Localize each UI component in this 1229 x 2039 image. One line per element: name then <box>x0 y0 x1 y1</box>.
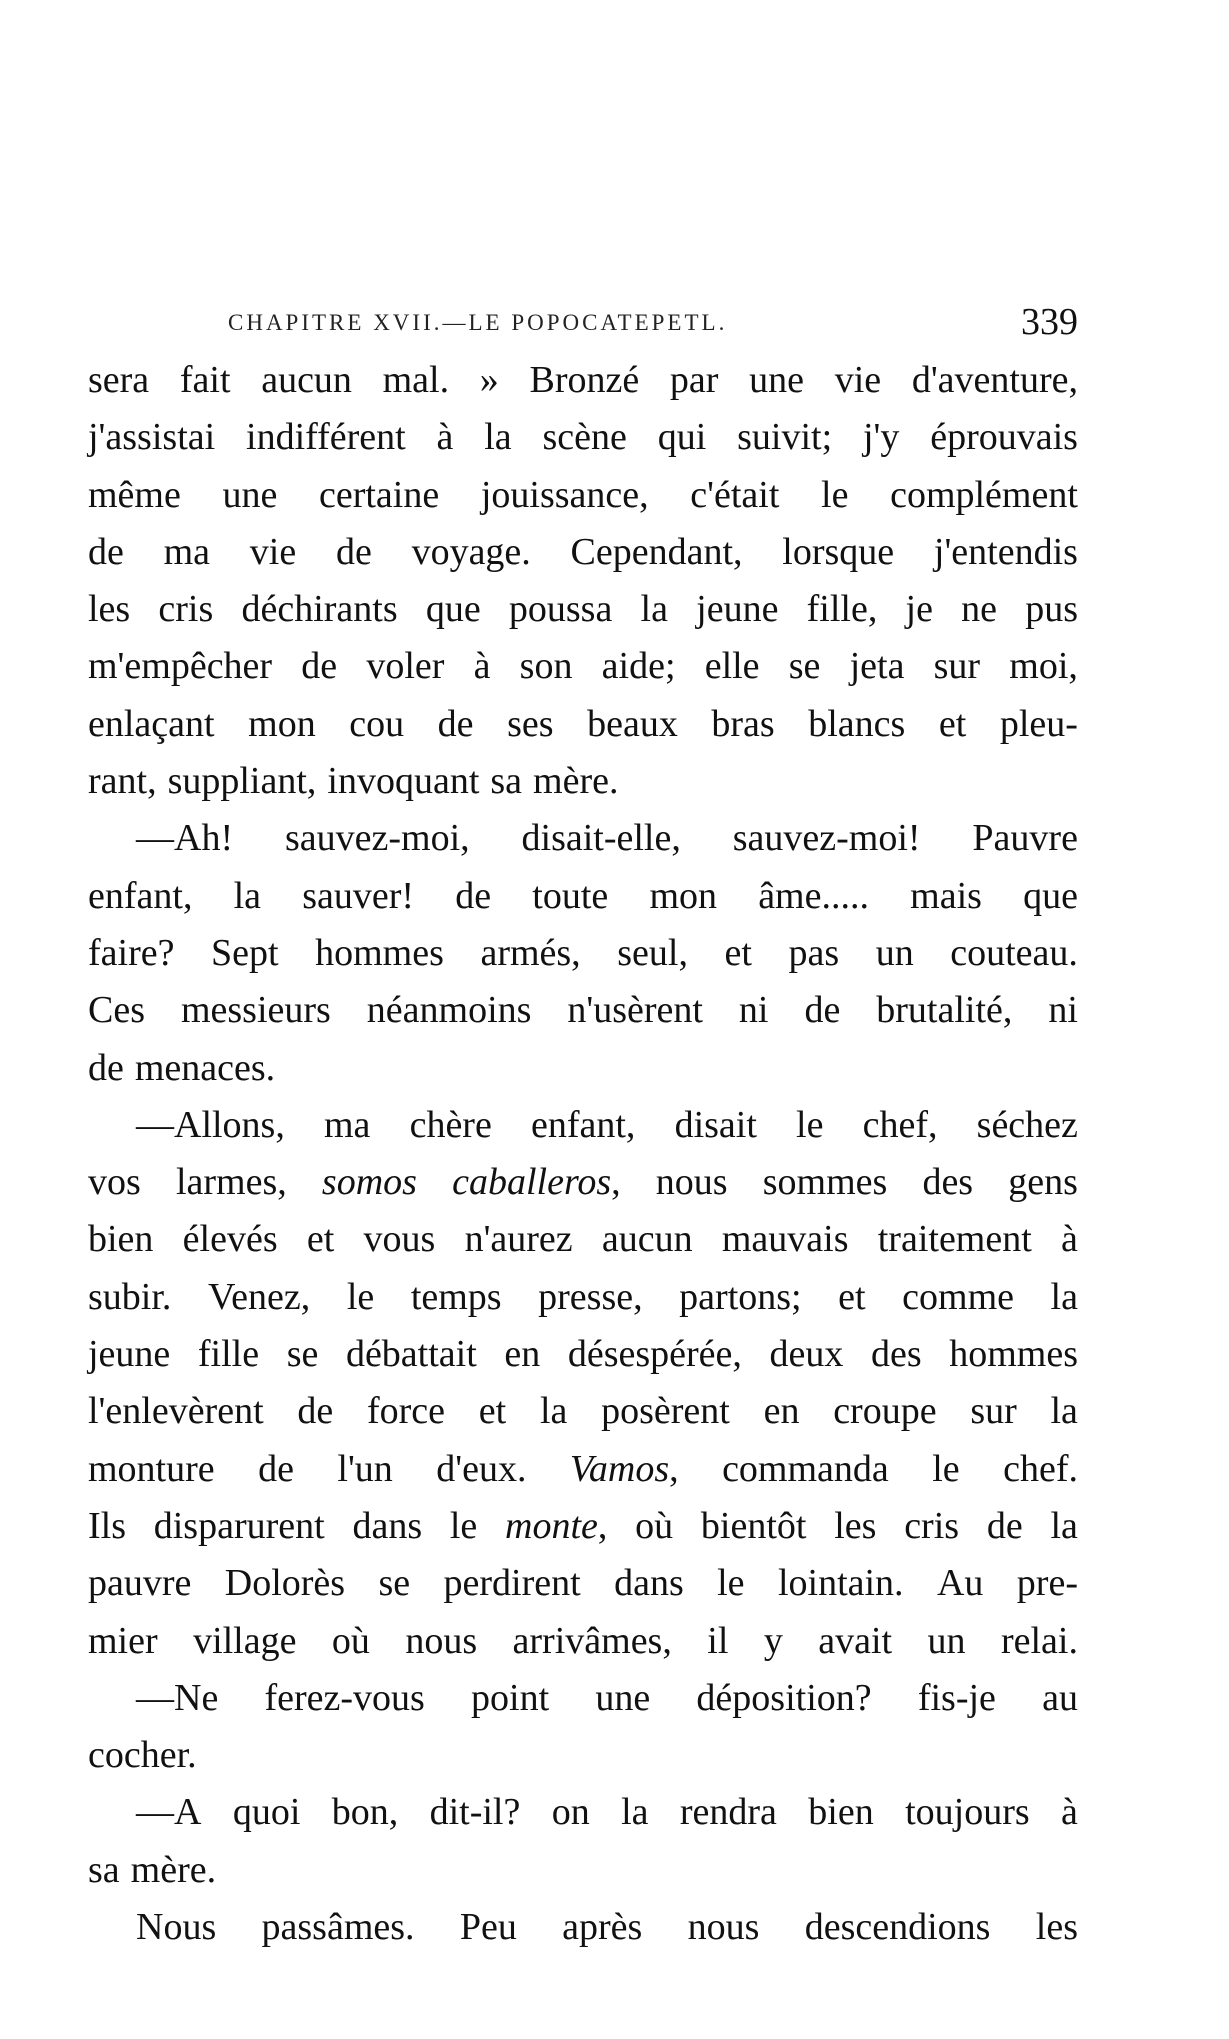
word: et <box>938 702 967 745</box>
word: sommes <box>762 1161 888 1204</box>
word: messieurs <box>180 989 331 1032</box>
body-text <box>88 352 1078 1956</box>
word: une <box>222 473 278 516</box>
word: de <box>804 989 841 1032</box>
word: toujours <box>905 1791 1030 1834</box>
word: vous <box>363 1218 436 1261</box>
word: pus <box>1025 588 1078 631</box>
word: disait-elle, <box>521 817 681 860</box>
running-title: CHAPITRE XVII.—LE POPOCATEPETL. <box>228 310 728 335</box>
word: et <box>306 1218 335 1261</box>
word: la <box>621 1791 649 1834</box>
word: j'y <box>862 416 900 459</box>
word: monte, <box>505 1504 608 1547</box>
word: hommes <box>949 1333 1078 1376</box>
word: village <box>193 1619 297 1662</box>
text-line <box>88 1784 1078 1841</box>
word: d'aventure, <box>911 359 1078 401</box>
word: l'un <box>337 1447 393 1490</box>
word: Vamos, <box>569 1447 679 1490</box>
word: brutalité, <box>876 989 1013 1032</box>
word: se <box>286 1333 319 1376</box>
text-line <box>88 1326 1078 1383</box>
word: mon <box>248 702 316 745</box>
word: moi, <box>1009 645 1078 688</box>
text-line <box>88 1383 1078 1440</box>
word: de <box>297 1390 334 1433</box>
page-number: 339 <box>1021 301 1078 343</box>
word: jeune <box>696 588 779 631</box>
word: Nous <box>136 1906 217 1949</box>
word: ma <box>324 1103 371 1146</box>
word: cris <box>158 588 214 631</box>
text-line <box>88 1441 1078 1498</box>
word: les <box>88 588 131 631</box>
word: de <box>437 702 474 745</box>
word: traitement <box>877 1218 1032 1261</box>
word: perdirent <box>443 1562 581 1605</box>
word: la <box>484 416 512 459</box>
word: bientôt <box>700 1504 807 1547</box>
text-line <box>88 581 1078 638</box>
word: gens <box>1008 1161 1078 1204</box>
word: rant, <box>88 760 157 803</box>
word: à <box>1061 1218 1078 1261</box>
word: lointain. <box>777 1562 904 1605</box>
word: le <box>796 1103 824 1146</box>
word: sa <box>490 760 523 803</box>
word: dans <box>614 1562 684 1605</box>
word: dans <box>352 1504 423 1547</box>
word: chef, <box>862 1103 938 1146</box>
word: le <box>449 1504 478 1547</box>
word: sauver! <box>302 874 415 917</box>
word: séchez <box>976 1103 1078 1146</box>
word: un <box>927 1619 966 1662</box>
word: pas <box>788 931 840 974</box>
word: Sept <box>211 931 279 974</box>
word: —Allons, <box>136 1103 285 1146</box>
word: l'enlevèrent <box>88 1390 264 1433</box>
word: de <box>986 1504 1023 1547</box>
word: où <box>331 1619 370 1662</box>
word: après <box>562 1906 643 1949</box>
word: même <box>88 473 181 516</box>
word: sauvez-moi, <box>284 817 470 860</box>
word: la <box>1050 1275 1078 1318</box>
word: aucun <box>261 359 352 401</box>
text-line <box>88 524 1078 581</box>
word: fis-je <box>917 1676 996 1719</box>
word: fille <box>197 1333 260 1376</box>
word: Venez, <box>207 1275 311 1318</box>
word: certaine <box>318 473 440 516</box>
word: poussa <box>508 588 613 631</box>
word: Ils <box>88 1504 126 1547</box>
word: Cependant, <box>570 530 743 573</box>
word: dit-il? <box>429 1791 521 1834</box>
word: j'entendis <box>933 530 1078 573</box>
word: le <box>346 1275 375 1318</box>
word: de <box>88 530 124 573</box>
word: aucun <box>601 1218 693 1261</box>
word: jouissance, <box>480 473 649 516</box>
text-line <box>88 1040 1078 1097</box>
word: sur <box>970 1390 1017 1433</box>
word: enfant, <box>530 1103 636 1146</box>
word: mal. <box>382 359 450 401</box>
word: aide; <box>601 645 676 688</box>
text-line <box>88 868 1078 925</box>
word: bien <box>808 1791 874 1834</box>
word: enlaçant <box>88 702 215 745</box>
word: Pauvre <box>972 817 1078 860</box>
word: arrivâmes, <box>512 1619 672 1662</box>
word: jeune <box>88 1333 171 1376</box>
word: la <box>233 874 262 917</box>
word: éprouvais <box>930 416 1078 459</box>
word: la <box>1050 1504 1078 1547</box>
word: partons; <box>679 1275 802 1318</box>
word: et <box>838 1275 866 1318</box>
text-line <box>88 1269 1078 1326</box>
word: de <box>335 530 372 573</box>
word: toute <box>532 874 609 917</box>
word: comme <box>902 1275 1014 1318</box>
word: et <box>478 1390 507 1433</box>
word: beaux <box>587 702 678 745</box>
word: déchirants <box>241 588 398 631</box>
word: chef. <box>1003 1447 1078 1490</box>
word: —Ah! <box>136 817 234 860</box>
text-line <box>88 467 1078 524</box>
word: de <box>301 645 338 688</box>
word: ferez-vous <box>264 1676 425 1719</box>
text-line <box>88 409 1078 466</box>
word: complément <box>890 473 1078 516</box>
word: en <box>763 1390 800 1433</box>
word: nous <box>405 1619 478 1662</box>
word: vos <box>88 1161 141 1204</box>
text-line <box>88 1498 1078 1555</box>
word: Peu <box>459 1906 517 1949</box>
text-line <box>88 1899 1078 1956</box>
text-line <box>88 982 1078 1039</box>
word: débattait <box>345 1333 477 1376</box>
word: fille, <box>806 588 878 631</box>
word: larmes, <box>175 1161 287 1204</box>
word: presse, <box>538 1275 643 1318</box>
word: couteau. <box>950 931 1078 974</box>
word: elle <box>704 645 760 688</box>
word: bon, <box>331 1791 399 1834</box>
word: se <box>788 645 821 688</box>
word: mais <box>910 874 982 917</box>
word: faire? <box>88 931 175 974</box>
word: les <box>1035 1906 1078 1949</box>
word: pauvre <box>88 1562 192 1605</box>
word: fait <box>179 359 231 401</box>
text-line <box>88 753 1078 810</box>
word: à <box>473 645 491 688</box>
word: bien <box>88 1218 154 1261</box>
word: le <box>717 1562 745 1605</box>
word: armés, <box>480 931 581 974</box>
word: que <box>1023 874 1078 917</box>
text-line <box>88 1842 1078 1899</box>
word: disait <box>674 1103 757 1146</box>
word: c'était <box>690 473 780 516</box>
word: âme..... <box>758 874 869 917</box>
text-line <box>88 925 1078 982</box>
word: par <box>669 359 719 401</box>
word: temps <box>410 1275 502 1318</box>
word: ma <box>163 530 211 573</box>
word: la <box>539 1390 568 1433</box>
word: se <box>378 1562 411 1605</box>
word: monture <box>88 1447 215 1490</box>
word: mier <box>88 1619 158 1662</box>
word: de <box>455 874 492 917</box>
word: un <box>875 931 914 974</box>
word: nous <box>687 1906 760 1949</box>
word: on <box>551 1791 590 1834</box>
word: hommes <box>315 931 444 974</box>
word: chère <box>409 1103 492 1146</box>
text-line <box>88 1097 1078 1154</box>
word: ni <box>1048 989 1078 1032</box>
word: lorsque <box>782 530 895 573</box>
word: pre- <box>1016 1562 1078 1605</box>
running-head <box>88 300 1078 350</box>
text-line <box>88 696 1078 753</box>
word: voler <box>366 645 445 688</box>
word: descendions <box>804 1906 991 1949</box>
text-line <box>88 1670 1078 1727</box>
word: mère. <box>533 760 619 803</box>
word: j'assistai <box>88 416 216 459</box>
word: d'eux. <box>436 1447 527 1490</box>
word: ne <box>961 588 998 631</box>
word: subir. <box>88 1275 172 1318</box>
word: enfant, <box>88 874 193 917</box>
text-line <box>88 352 1078 409</box>
word: au <box>1042 1676 1078 1719</box>
word: sa <box>88 1848 120 1891</box>
word: quoi <box>232 1791 301 1834</box>
word: passâmes. <box>261 1906 415 1949</box>
word: relai. <box>1000 1619 1078 1662</box>
word: et <box>724 931 752 974</box>
text-line <box>88 810 1078 867</box>
word: vie <box>249 530 297 573</box>
word: cou <box>349 702 405 745</box>
word: seul, <box>617 931 688 974</box>
word: suivit; <box>737 416 833 459</box>
word: sera <box>88 359 150 401</box>
word: somos <box>321 1161 417 1204</box>
word: sauvez-moi! <box>732 817 921 860</box>
word: force <box>366 1390 446 1433</box>
word: —Ne <box>136 1676 219 1719</box>
word: la <box>1050 1390 1078 1433</box>
word: Dolorès <box>224 1562 346 1605</box>
word: les <box>834 1504 877 1547</box>
text-line <box>88 638 1078 695</box>
word: mon <box>649 874 718 917</box>
word: il <box>707 1619 729 1662</box>
word: nous <box>655 1161 728 1204</box>
word: blancs <box>808 702 906 745</box>
word: voyage. <box>411 530 531 573</box>
word: le <box>932 1447 960 1490</box>
text-line <box>88 1555 1078 1612</box>
word: à <box>436 416 454 459</box>
word: » <box>479 359 499 401</box>
word: en <box>504 1333 541 1376</box>
word: point <box>471 1676 550 1719</box>
word: pleu- <box>999 702 1078 745</box>
word: bras <box>711 702 775 745</box>
word: où <box>635 1504 674 1547</box>
word: y <box>763 1619 783 1662</box>
word: disparurent <box>153 1504 325 1547</box>
word: à <box>1061 1791 1078 1834</box>
word: mauvais <box>721 1218 849 1261</box>
word: mère. <box>130 1848 217 1891</box>
word: le <box>821 473 849 516</box>
text-line <box>88 1154 1078 1211</box>
word: une <box>595 1676 651 1719</box>
word: que <box>425 588 481 631</box>
word: Au <box>936 1562 984 1605</box>
word: avait <box>818 1619 893 1662</box>
word: son <box>519 645 573 688</box>
word: deux <box>769 1333 844 1376</box>
word: de <box>258 1447 294 1490</box>
word: commanda <box>722 1447 889 1490</box>
text-line <box>88 1727 1078 1784</box>
word: la <box>640 588 668 631</box>
word: croupe <box>833 1390 937 1433</box>
word: Bronzé <box>529 359 640 401</box>
word: jeta <box>849 645 905 688</box>
word: invoquant <box>327 760 480 803</box>
word: des <box>870 1333 922 1376</box>
word: cris <box>904 1504 960 1547</box>
word: néanmoins <box>366 989 532 1032</box>
word: indifférent <box>246 416 406 459</box>
word: cocher. <box>88 1734 197 1777</box>
word: posèrent <box>601 1390 730 1433</box>
word: n'usèrent <box>567 989 703 1032</box>
word: désespérée, <box>567 1333 742 1376</box>
word: de <box>88 1046 124 1089</box>
word: —A <box>136 1791 202 1834</box>
text-line <box>88 1613 1078 1670</box>
word: caballeros, <box>452 1161 621 1204</box>
word: ni <box>738 989 769 1032</box>
word: Ces <box>88 989 145 1032</box>
word: rendra <box>679 1791 777 1834</box>
word: élevés <box>182 1218 278 1261</box>
word: menaces. <box>134 1046 276 1089</box>
word: déposition? <box>696 1676 872 1719</box>
word: scène <box>542 416 627 459</box>
word: sur <box>933 645 981 688</box>
word: ses <box>507 702 554 745</box>
word: qui <box>657 416 707 459</box>
word: n'aurez <box>464 1218 573 1261</box>
word: une <box>749 359 804 401</box>
word: vie <box>834 359 882 401</box>
word: m'empêcher <box>88 645 273 688</box>
word: des <box>922 1161 974 1204</box>
text-line <box>88 1211 1078 1268</box>
word: suppliant, <box>167 760 317 803</box>
word: je <box>905 588 933 631</box>
